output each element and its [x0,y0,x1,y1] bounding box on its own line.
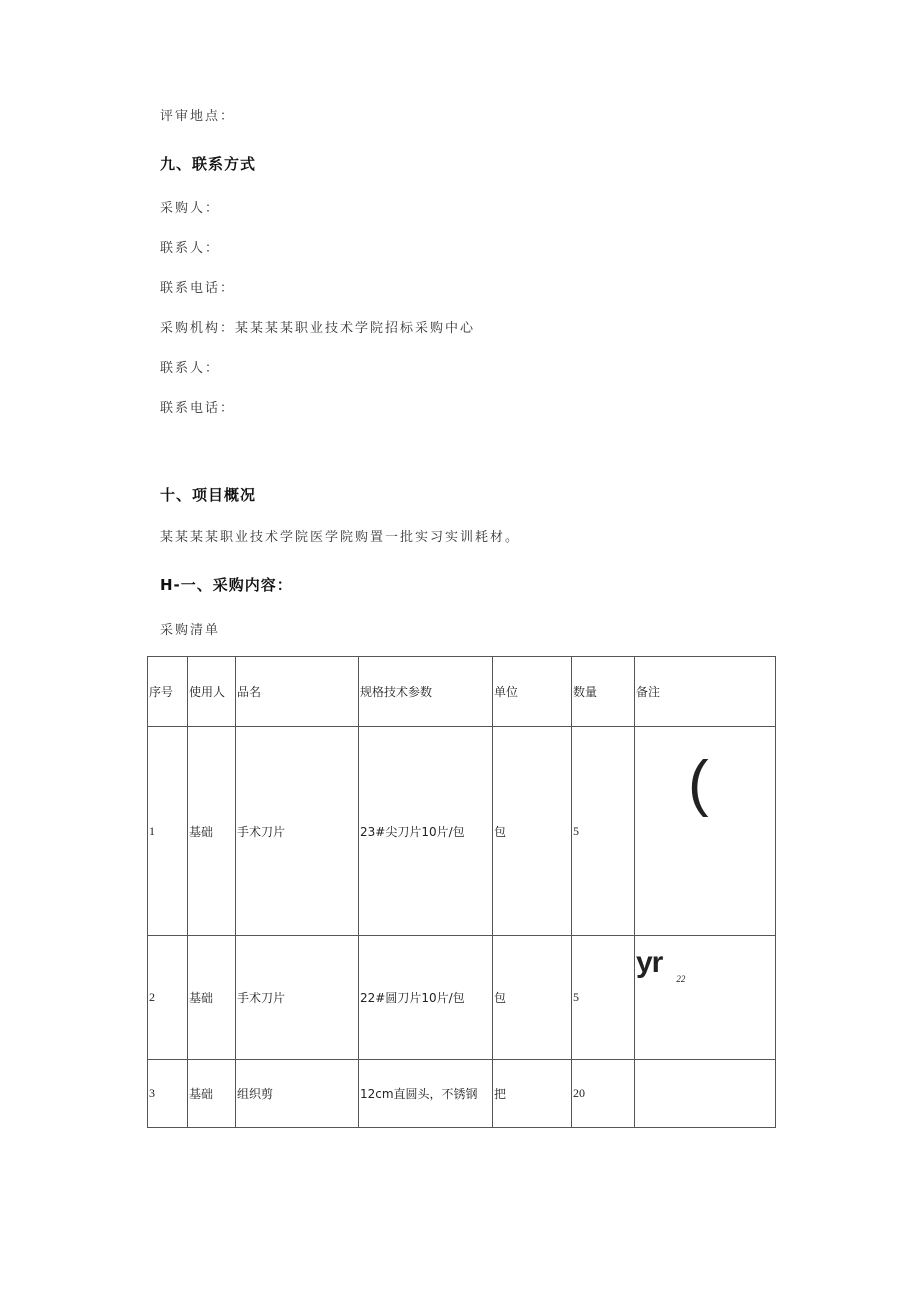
cell-name: 手术刀片 [236,936,359,1060]
agency-contact-label: 联系人： [160,361,221,376]
cell-spec: 12cm直圆头，不锈钢 [359,1060,493,1128]
header-no: 序号 [148,657,188,727]
header-unit: 单位 [493,657,572,727]
table-row [148,727,776,936]
cell-no: 2 [148,936,188,1060]
purchaser-label: 采购人： [160,201,221,216]
header-spec: 规格技术参数 [359,657,493,727]
procurement-table [147,656,776,1128]
header-user: 使用人 [188,657,236,727]
cell-unit: 包 [493,727,572,936]
table-header-row [148,657,776,727]
header-note: 备注 [635,657,776,727]
contact-person-label: 联系人： [160,241,221,256]
cell-spec: 23#尖刀片10片/包 [359,727,493,936]
cell-unit: 包 [493,936,572,1060]
cell-note [635,1060,776,1128]
overview-text: 某某某某职业技术学院医学院购置一批实习实训耗材。 [160,530,521,545]
contact-phone-label: 联系电话： [160,281,236,296]
cell-user: 基础 [188,727,236,936]
cell-name: 组织剪 [236,1060,359,1128]
cell-user: 基础 [188,1060,236,1128]
cell-name: 手术刀片 [236,727,359,936]
cell-spec: 22#圆刀片10片/包 [359,936,493,1060]
cell-note [635,936,776,1060]
list-title: 采购清单 [160,623,221,638]
section-heading-content: H-一、采购内容： [160,576,293,594]
venue-label: 评审地点： [160,109,236,124]
note-subscript: 22 [676,974,686,984]
agency-phone-label: 联系电话： [160,401,236,416]
table-row [148,936,776,1060]
cell-qty: 5 [572,936,635,1060]
agency-line: 采购机构：某某某某职业技术学院招标采购中心 [160,321,476,336]
section-heading-overview: 十、项目概况 [160,486,257,504]
table-row [148,1060,776,1128]
header-name: 品名 [236,657,359,727]
cell-note [635,727,776,936]
cell-no: 1 [148,727,188,936]
cell-no: 3 [148,1060,188,1128]
cell-qty: 20 [572,1060,635,1128]
note-mark: ( [688,749,709,818]
cell-qty: 5 [572,727,635,936]
section-heading-contact: 九、联系方式 [160,155,257,173]
cell-user: 基础 [188,936,236,1060]
cell-unit: 把 [493,1060,572,1128]
note-mark: yr [636,946,663,979]
header-qty: 数量 [572,657,635,727]
